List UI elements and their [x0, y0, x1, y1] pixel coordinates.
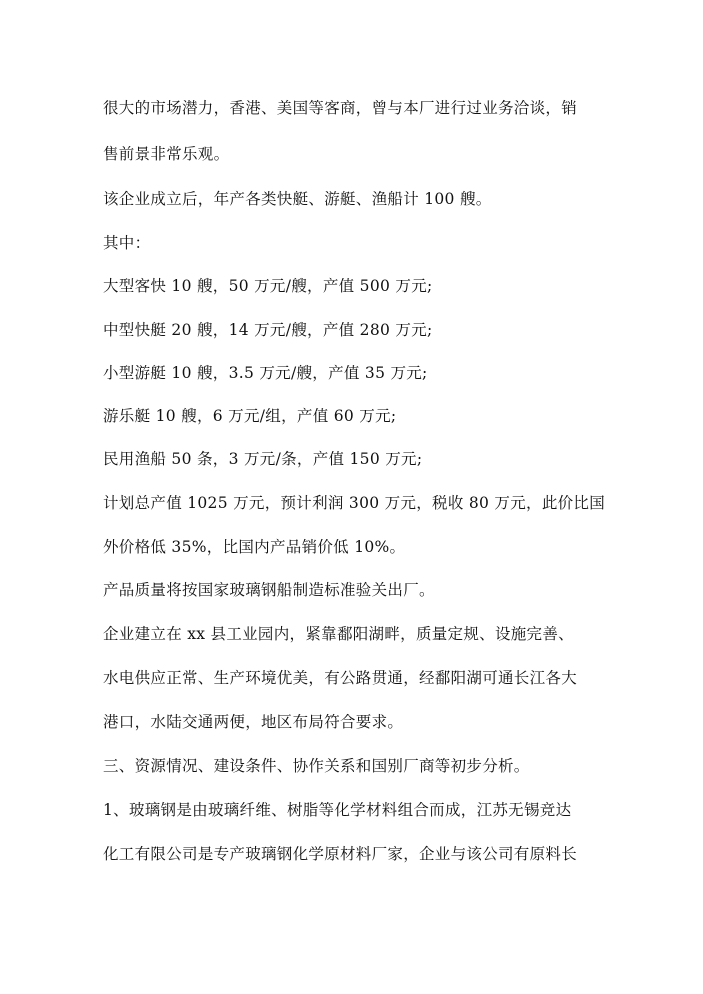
- text-line-10: 计划总产值 1025 万元，预计利润 300 万元，税收 80 万元，此价比国: [103, 494, 606, 512]
- text-line-3: 该企业成立后，年产各类快艇、游艇、渔船计 100 艘。: [103, 190, 492, 208]
- text-line-7: 小型游艇 10 艘，3.5 万元/艘，产值 35 万元;: [103, 364, 428, 382]
- text-line-15: 港口，水陆交通两便，地区布局符合要求。: [103, 713, 404, 731]
- text-line-9: 民用渔船 50 条，3 万元/条，产值 150 万元;: [103, 450, 423, 468]
- text-line-1: 很大的市场潜力，香港、美国等客商，曾与本厂进行过业务洽谈，销: [103, 99, 578, 117]
- text-line-6: 中型快艇 20 艘，14 万元/艘，产值 280 万元;: [103, 321, 433, 339]
- text-line-16: 三、资源情况、建设条件、协作关系和国别厂商等初步分析。: [103, 757, 530, 775]
- text-line-13: 企业建立在 xx 县工业园内，紧靠鄱阳湖畔，质量定规、设施完善、: [103, 625, 574, 643]
- text-line-5: 大型客快 10 艘，50 万元/艘，产值 500 万元;: [103, 277, 433, 295]
- text-line-14: 水电供应正常、生产环境优美，有公路贯通，经鄱阳湖可通长江各大: [103, 669, 578, 687]
- text-line-12: 产品质量将按国家玻璃钢船制造标准验关出厂。: [103, 581, 435, 599]
- text-line-17: 1、玻璃钢是由玻璃纤维、树脂等化学材料组合而成，江苏无锡竞达: [103, 801, 572, 819]
- text-line-2: 售前景非常乐观。: [103, 145, 230, 163]
- text-line-11: 外价格低 35%，比国内产品销价低 10%。: [103, 538, 406, 556]
- text-line-8: 游乐艇 10 艘，6 万元/组，产值 60 万元;: [103, 407, 397, 425]
- text-line-18: 化工有限公司是专产玻璃钢化学原材料厂家，企业与该公司有原料长: [103, 845, 578, 863]
- text-line-4: 其中：: [103, 234, 151, 252]
